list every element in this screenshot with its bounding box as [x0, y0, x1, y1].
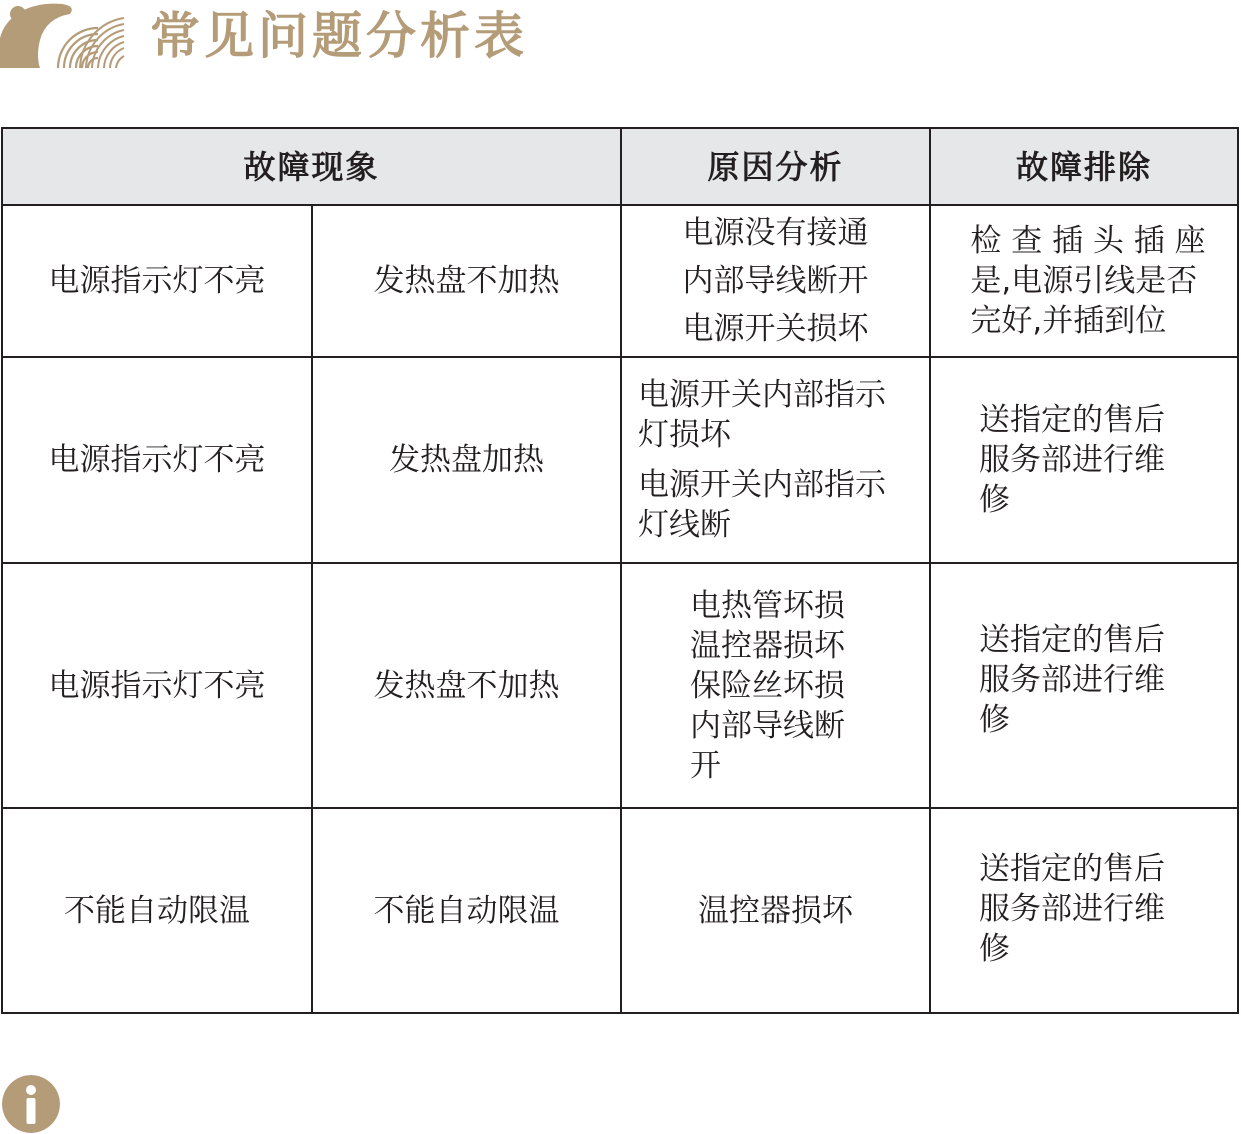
- fix-line: 修: [979, 931, 1010, 967]
- table-cell-cause: [622, 564, 929, 807]
- fix-line: 是,电源引线是否: [970, 263, 1198, 299]
- cause-line: 温控器损坏: [698, 892, 853, 929]
- table-cell-fix: [931, 564, 1237, 807]
- fix-line: 服务部进行维: [979, 891, 1165, 927]
- cause-line: 灯线断: [638, 507, 731, 543]
- table-cell-cause: [622, 206, 929, 356]
- table-cell-fix: [931, 206, 1237, 356]
- cause-line: 电源没有接通: [682, 215, 869, 251]
- header-cause: 原因分析: [707, 147, 844, 186]
- table-cell-fix: [931, 358, 1237, 562]
- table-cell-symptom-detail: 发热盘加热: [389, 442, 544, 478]
- info-icon: [2, 1075, 60, 1133]
- fix-line: 修: [979, 482, 1010, 518]
- cause-line: 温控器损坏: [690, 627, 845, 664]
- table-cell-cause: [622, 358, 929, 562]
- table-cell-symptom: 电源指示灯不亮: [48, 263, 266, 299]
- table-cell-cause: [622, 809, 929, 1012]
- table-cell-symptom-detail: 发热盘不加热: [373, 263, 560, 299]
- header-fix: 故障排除: [1015, 147, 1152, 186]
- fix-line: 服务部进行维: [979, 442, 1165, 478]
- table-cell-symptom: 电源指示灯不亮: [48, 667, 266, 704]
- cause-line: 灯损坏: [638, 417, 731, 453]
- table-cell-symptom: 电源指示灯不亮: [48, 442, 266, 478]
- cause-line: 内部导线断开: [682, 263, 869, 299]
- table-cell-symptom-detail: 发热盘不加热: [373, 667, 560, 704]
- sound-wave-logo-icon: [0, 0, 130, 70]
- fix-line: 送指定的售后: [979, 622, 1165, 658]
- cause-line: 电热管坏损: [690, 587, 845, 624]
- fix-line: 修: [979, 702, 1010, 738]
- fix-line: 送指定的售后: [979, 851, 1165, 887]
- table-cell-symptom: 不能自动限温: [64, 892, 250, 929]
- page-title: 常见问题分析表: [150, 7, 528, 65]
- table-cell-symptom-detail: 不能自动限温: [373, 892, 560, 929]
- cause-line: 电源开关损坏: [682, 311, 869, 347]
- cause-line: 开: [690, 747, 721, 784]
- cause-line: 内部导线断: [690, 707, 845, 744]
- table-cell-fix: [931, 809, 1237, 1012]
- fix-line: 服务部进行维: [979, 662, 1165, 698]
- header-symptom: 故障现象: [243, 147, 380, 186]
- cause-line: 电源开关内部指示: [638, 377, 886, 413]
- fix-line: 送指定的售后: [979, 402, 1165, 438]
- cause-line: 电源开关内部指示: [638, 467, 886, 503]
- fix-line: 检 查 插 头 插 座: [970, 223, 1206, 259]
- fault-analysis-table: [1, 127, 1239, 1014]
- cause-line: 保险丝坏损: [690, 667, 845, 704]
- fix-line: 完好,并插到位: [970, 303, 1167, 339]
